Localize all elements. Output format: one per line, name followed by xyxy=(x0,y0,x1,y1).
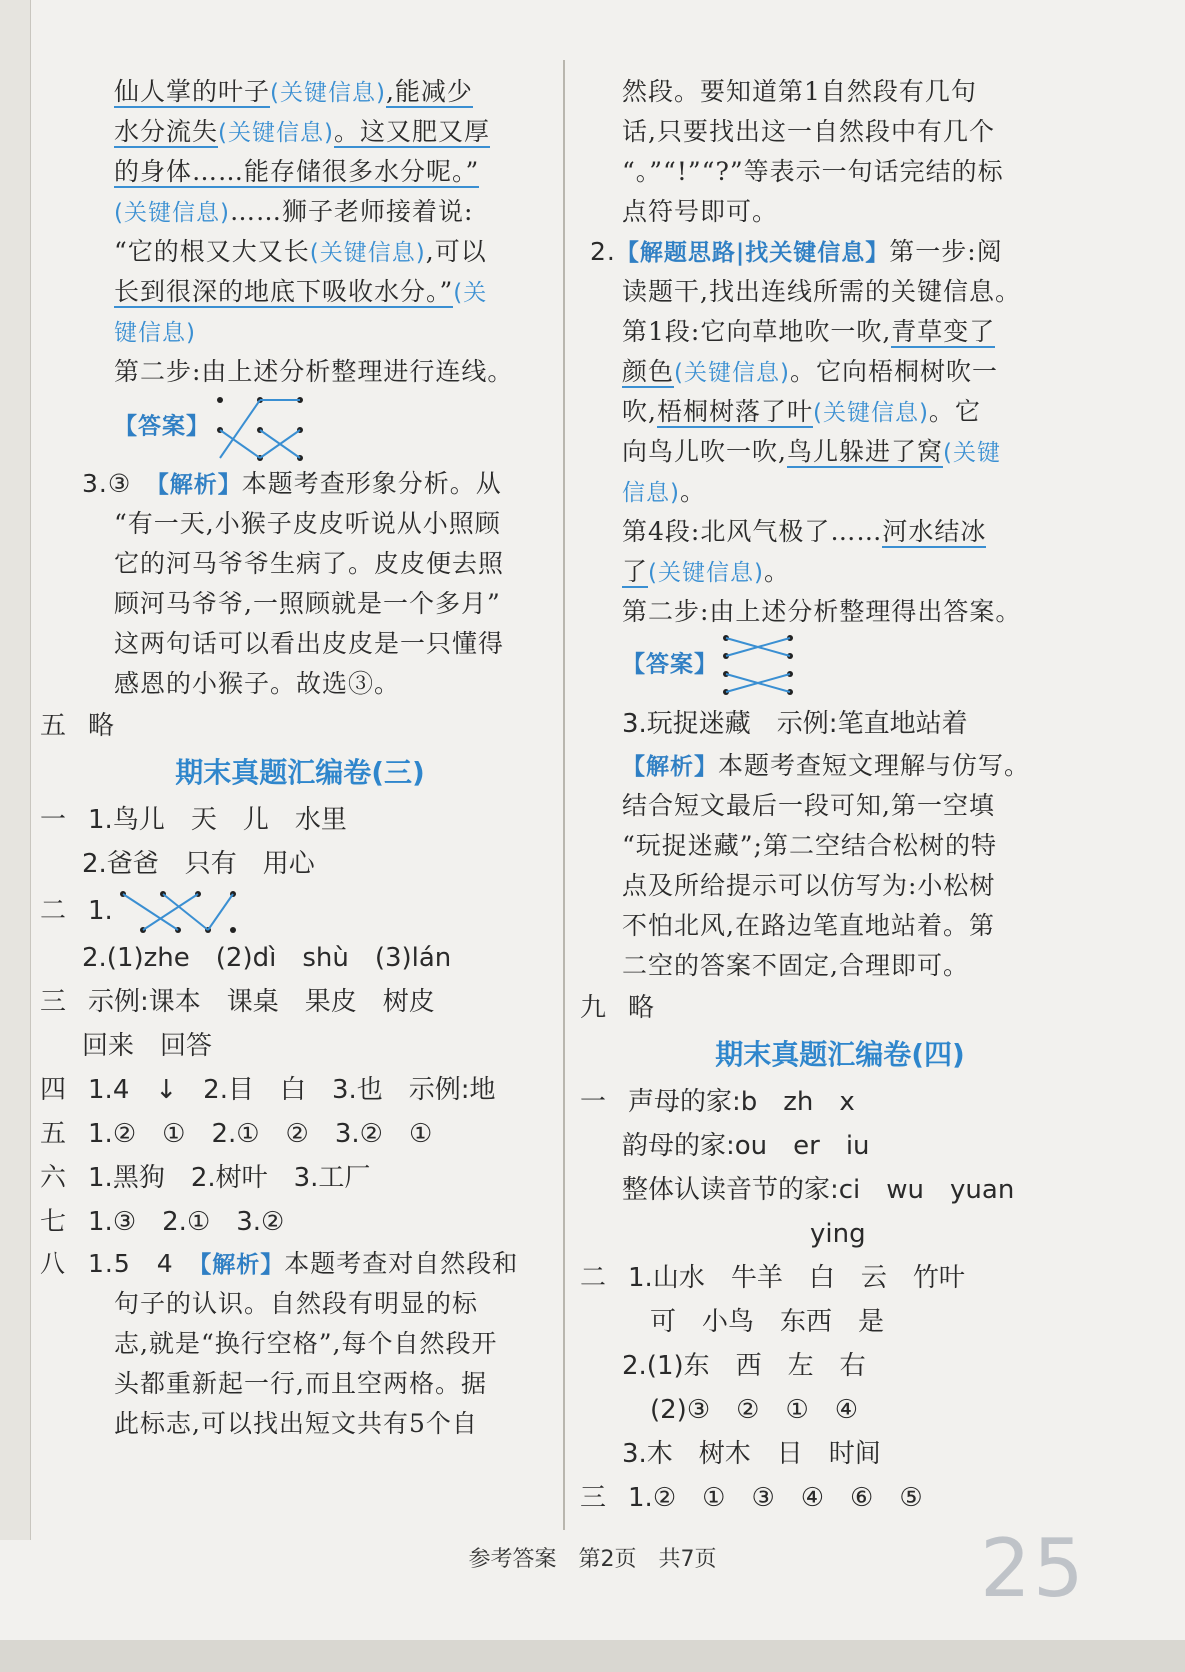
line-text: 第二步:由上述分析整理进行连线。 xyxy=(114,357,514,386)
text-line xyxy=(40,152,560,192)
section-answer: (2)③ ② ① ④ xyxy=(650,1395,859,1425)
text-line xyxy=(580,392,1100,432)
page-number: 25 xyxy=(980,1522,1086,1615)
text-line xyxy=(40,664,560,704)
text-line xyxy=(580,592,1100,632)
line-text: 第4段:北风气极了…… xyxy=(622,517,883,546)
section-answer: 韵母的家:ou er iu xyxy=(622,1131,870,1161)
section-row xyxy=(580,986,1100,1030)
section-row xyxy=(580,1080,1100,1124)
line-text: 它的河马爷爷生病了。皮皮便去照 xyxy=(114,549,505,578)
section-answer: 1.5 4 xyxy=(88,1249,174,1278)
section-answer: 示例:课本 课桌 果皮 树皮 xyxy=(88,987,435,1017)
section-answer: 2.(1)东 西 左 右 xyxy=(622,1351,866,1381)
section-label: 五 xyxy=(40,711,67,741)
section-row xyxy=(580,1344,1100,1388)
section-row xyxy=(580,1124,1100,1168)
line-text: 顾河马爷爷,一照顾就是一个多月” xyxy=(114,589,501,618)
section-row xyxy=(40,1024,560,1068)
section-label: 三 xyxy=(580,1483,607,1513)
section-answer: 声母的家:b zh x xyxy=(628,1087,855,1117)
key-info-label: (关键信息) xyxy=(270,80,386,106)
section-label: 一 xyxy=(580,1087,607,1117)
answer-row xyxy=(580,632,1100,702)
key-info-label: (关键信息) xyxy=(812,400,929,426)
text-line xyxy=(40,1244,560,1284)
line-text: 话,只要找出这一自然段中有几个 xyxy=(622,117,995,146)
exam-title: 期末真题汇编卷(四) xyxy=(715,1038,965,1071)
text-line xyxy=(580,232,1100,272)
line-text: “。”“!”“?”等表示一句话完结的标 xyxy=(622,157,1004,186)
key-info-label: (关 xyxy=(453,280,488,306)
text-line xyxy=(580,472,1100,512)
section-answer: 1. xyxy=(88,896,113,926)
text-line xyxy=(40,272,560,312)
line-text: “有一天,小猴子皮皮听说从小照顾 xyxy=(114,509,501,538)
section-row xyxy=(40,1156,560,1200)
text-line xyxy=(40,312,560,352)
section-row xyxy=(580,1432,1100,1476)
underlined-text: 水分流失 xyxy=(114,117,219,146)
underlined-text: ,能减少 xyxy=(385,77,473,106)
answer-row xyxy=(40,392,560,464)
matching-diagram xyxy=(210,392,320,462)
section-row xyxy=(580,1212,1100,1256)
section-answer: 略 xyxy=(88,711,115,741)
section-row xyxy=(40,1068,560,1112)
text-line xyxy=(40,464,560,504)
line-text: 第二步:由上述分析整理得出答案。 xyxy=(622,597,1022,626)
section-label: 七 xyxy=(40,1207,67,1237)
text-line xyxy=(40,72,560,112)
section-label: 三 xyxy=(40,987,67,1017)
text-line xyxy=(580,152,1100,192)
text-line xyxy=(580,432,1100,472)
section-answer: ying xyxy=(810,1219,866,1249)
section-answer: 整体认读音节的家:ci wu yuan xyxy=(622,1175,1015,1205)
section-row xyxy=(580,702,1100,746)
section-row xyxy=(40,886,560,936)
text-line xyxy=(40,112,560,152)
section-row xyxy=(40,1200,560,1244)
line-text: 二空的答案不固定,合理即可。 xyxy=(622,951,969,980)
section-answer: 1.② ① 2.① ② 3.② ① xyxy=(88,1119,433,1149)
section-row xyxy=(40,798,560,842)
section-label: 九 xyxy=(580,993,607,1023)
section-answer: 1.③ 2.① 3.② xyxy=(88,1207,285,1237)
section-row xyxy=(40,980,560,1024)
key-info-label: 键信息) xyxy=(114,320,196,346)
section-answer: 1.② ① ③ ④ ⑥ ⑤ xyxy=(628,1483,923,1513)
underlined-text: 梧桐树落了叶 xyxy=(656,397,813,426)
section-answer: 3.玩捉迷藏 示例:笔直地站着 xyxy=(622,709,968,739)
section-row xyxy=(580,1388,1100,1432)
text-line xyxy=(580,946,1100,986)
line-text: 然段。要知道第1自然段有几句 xyxy=(622,77,977,106)
text-line xyxy=(580,312,1100,352)
text-line xyxy=(580,352,1100,392)
section-answer: 1.黑狗 2.树叶 3.工厂 xyxy=(88,1163,371,1193)
key-info-label: (关键信息) xyxy=(309,240,426,266)
line-text: 本题考查形象分析。从 xyxy=(241,469,502,498)
line-text: 点及所给提示可以仿写为:小松树 xyxy=(622,871,996,900)
answer-tag: 【答案】 xyxy=(114,413,210,440)
section-answer: 1.鸟儿 天 儿 水里 xyxy=(88,805,347,835)
line-text: 此标志,可以找出短文共有5个自 xyxy=(114,1409,478,1438)
underlined-text: 。这又肥又厚 xyxy=(333,117,490,146)
text-line xyxy=(40,1324,560,1364)
section-label: 一 xyxy=(40,805,67,835)
underlined-text: 鸟儿躲进了窝 xyxy=(786,437,943,466)
section-answer: 略 xyxy=(628,993,655,1023)
section-row xyxy=(580,1256,1100,1300)
section-label: 八 xyxy=(40,1249,67,1278)
underlined-text: 的身体……能存储很多水分呢。” xyxy=(114,157,480,186)
analysis-tag: 【解析】 xyxy=(199,1252,285,1278)
line-text: “它的根又大又长 xyxy=(114,237,310,266)
line-text: 。它向梧桐树吹一 xyxy=(789,357,998,386)
underlined-text: 河水结冰 xyxy=(882,517,987,546)
section-row xyxy=(580,1168,1100,1212)
hint-tag: 【解题思路|找关键信息】 xyxy=(615,240,890,266)
text-line xyxy=(580,786,1100,826)
line-text: 句子的认识。自然段有明显的标 xyxy=(114,1289,479,1318)
column-divider xyxy=(563,60,565,1530)
underlined-text: 青草变了 xyxy=(891,317,996,346)
section-label: 四 xyxy=(40,1075,67,1105)
text-line xyxy=(580,192,1100,232)
section-label: 二 xyxy=(580,1263,607,1293)
scan-edge xyxy=(0,1640,1185,1672)
line-text: ,可以 xyxy=(425,237,487,266)
line-text: 读题干,找出连线所需的关键信息。 xyxy=(622,277,1021,306)
line-text: 本题考查对自然段和 xyxy=(284,1249,519,1278)
line-text: 志,就是“换行空格”,每个自然段开 xyxy=(114,1329,498,1358)
exam-title: 期末真题汇编卷(三) xyxy=(175,756,425,789)
line-text: 本题考查短文理解与仿写。 xyxy=(718,751,1031,780)
section-label: 二 xyxy=(40,896,67,926)
text-line xyxy=(580,72,1100,112)
line-text: 。它 xyxy=(928,397,981,426)
line-text: 。 xyxy=(679,477,706,506)
text-line xyxy=(40,1364,560,1404)
line-text: “玩捉迷藏”;第二空结合松树的特 xyxy=(622,831,997,860)
section-row xyxy=(580,1476,1100,1520)
text-line xyxy=(580,512,1100,552)
line-text: ……狮子老师接着说: xyxy=(229,197,474,226)
section-row xyxy=(40,704,560,748)
text-line xyxy=(580,272,1100,312)
section-answer: 3.木 树木 日 时间 xyxy=(622,1439,881,1469)
line-text: 这两句话可以看出皮皮是一只懂得 xyxy=(114,629,505,658)
line-text: 结合短文最后一段可知,第一空填 xyxy=(622,791,995,820)
underlined-text: 长到很深的地底下吸收水分。” xyxy=(114,277,454,306)
section-row xyxy=(580,1300,1100,1344)
text-line xyxy=(40,544,560,584)
text-line xyxy=(40,232,560,272)
line-text: 吹, xyxy=(622,397,657,426)
key-info-label: (关键信息) xyxy=(674,360,790,386)
text-line xyxy=(580,906,1100,946)
left-column xyxy=(40,72,560,1444)
analysis-tag: 【解析】 xyxy=(622,754,718,780)
line-text: 向鸟儿吹一吹, xyxy=(622,437,787,466)
analysis-tag: 【解析】 xyxy=(157,472,242,498)
key-info-label: (关键信息) xyxy=(218,120,334,146)
section-row xyxy=(40,936,560,980)
text-line xyxy=(580,746,1100,786)
section-row xyxy=(40,842,560,886)
page-edge xyxy=(0,0,31,1540)
underlined-text: 了 xyxy=(622,557,649,586)
section-row xyxy=(40,1112,560,1156)
line-text: 点符号即可。 xyxy=(622,197,779,226)
section-answer: 1.山水 牛羊 白 云 竹叶 xyxy=(628,1263,965,1293)
key-info-label: (关键信息) xyxy=(114,200,230,226)
text-line xyxy=(580,826,1100,866)
key-info-label: 信息) xyxy=(622,480,680,506)
answer-tag: 【答案】 xyxy=(622,651,718,678)
line-text: 第一步:阅 xyxy=(889,237,1003,266)
section-answer: 2.爸爸 只有 用心 xyxy=(82,849,315,879)
line-text: 第1段:它向草地吹一吹, xyxy=(622,317,892,346)
text-line xyxy=(40,1284,560,1324)
key-info-label: (关键 xyxy=(942,440,1001,466)
section-answer: 可 小鸟 东西 是 xyxy=(650,1307,885,1337)
text-line xyxy=(580,866,1100,906)
section-answer: 2.(1)zhe (2)dì shù (3)lán xyxy=(82,943,452,973)
right-column xyxy=(580,72,1100,1520)
section-answer: 回来 回答 xyxy=(82,1031,213,1061)
section-answer: 1.4 ↓ 2.目 白 3.也 示例:地 xyxy=(88,1075,496,1105)
text-line xyxy=(580,112,1100,152)
question-number: 3.③ xyxy=(82,469,132,498)
section-label: 六 xyxy=(40,1163,67,1193)
section-label: 五 xyxy=(40,1119,67,1149)
key-info-label: (关键信息) xyxy=(648,560,764,586)
underlined-text: 颜色 xyxy=(622,357,675,386)
line-text: 不怕北风,在路边笔直地站着。第 xyxy=(622,911,995,940)
matching-diagram xyxy=(113,888,243,936)
text-line xyxy=(40,624,560,664)
text-line xyxy=(580,552,1100,592)
text-line xyxy=(40,352,560,392)
line-text: 。 xyxy=(763,557,790,586)
text-line xyxy=(40,504,560,544)
page-footer: 参考答案 第2页 共7页 xyxy=(468,1547,717,1572)
underlined-text: 仙人掌的叶子 xyxy=(114,77,271,106)
text-line xyxy=(40,1404,560,1444)
matching-diagram xyxy=(718,632,798,698)
text-line xyxy=(40,192,560,232)
line-text: 感恩的小猴子。故选③。 xyxy=(114,669,401,698)
text-line xyxy=(40,584,560,624)
question-number: 2. xyxy=(590,237,616,266)
line-text: 头都重新起一行,而且空两格。据 xyxy=(114,1369,487,1398)
